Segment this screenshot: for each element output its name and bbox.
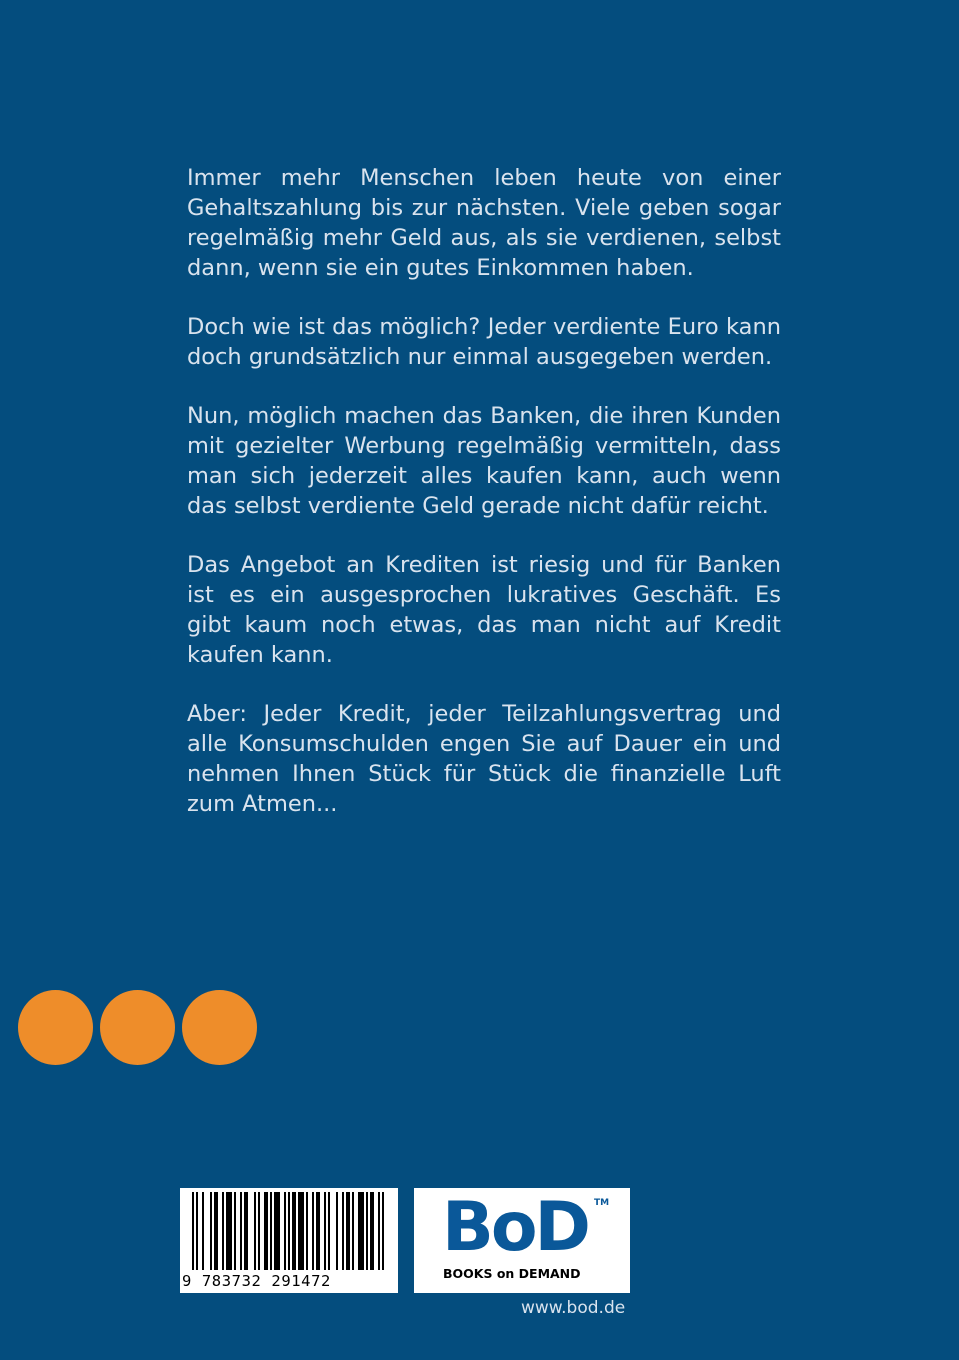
publisher-name: BOOKS on DEMAND <box>443 1266 581 1281</box>
trademark-mark: TM <box>594 1198 610 1208</box>
publisher-logo <box>414 1188 630 1293</box>
blurb-text <box>187 163 781 848</box>
blurb-paragraph-4: Das Angebot an Krediten ist riesig und für Banken ist es ein ausgesprochen lukratives Geschäft. Es gibt kaum noch etwas, das man nicht auf Kredit kaufen kann. <box>187 552 781 668</box>
orange-dot-icon <box>182 990 257 1065</box>
orange-dot-icon <box>18 990 93 1065</box>
bod-logo-icon: BoD <box>442 1188 588 1267</box>
blurb-paragraph-1: Immer mehr Menschen leben heute von einer Gehaltszahlung bis zur nächsten. Viele geben sogar regelmäßig mehr Geld aus, als sie verdienen, selbst dann, wenn sie ein gutes Einkommen haben. <box>187 165 781 281</box>
barcode <box>180 1188 398 1293</box>
blurb-paragraph-5: Aber: Jeder Kredit, jeder Teilzahlungsvertrag und alle Konsumschulden engen Sie auf Dauer ein und nehmen Ihnen Stück für Stück die finanzielle Luft zum Atmen... <box>187 701 781 817</box>
blurb-paragraph-2: Doch wie ist das möglich? Jeder verdiente Euro kann doch grundsätzlich nur einmal ausgegeben werden. <box>187 314 781 370</box>
isbn-number: 9 783732 291472 <box>182 1272 331 1290</box>
orange-dot-icon <box>100 990 175 1065</box>
decorative-dots <box>18 990 257 1065</box>
publisher-url: www.bod.de <box>521 1298 626 1318</box>
blurb-paragraph-3: Nun, möglich machen das Banken, die ihren Kunden mit gezielter Werbung regelmäßig vermitteln, dass man sich jederzeit alles kaufen kann, auch wenn das selbst verdiente Geld gerade nicht dafür reicht. <box>187 403 781 519</box>
barcode-icon <box>180 1188 398 1278</box>
